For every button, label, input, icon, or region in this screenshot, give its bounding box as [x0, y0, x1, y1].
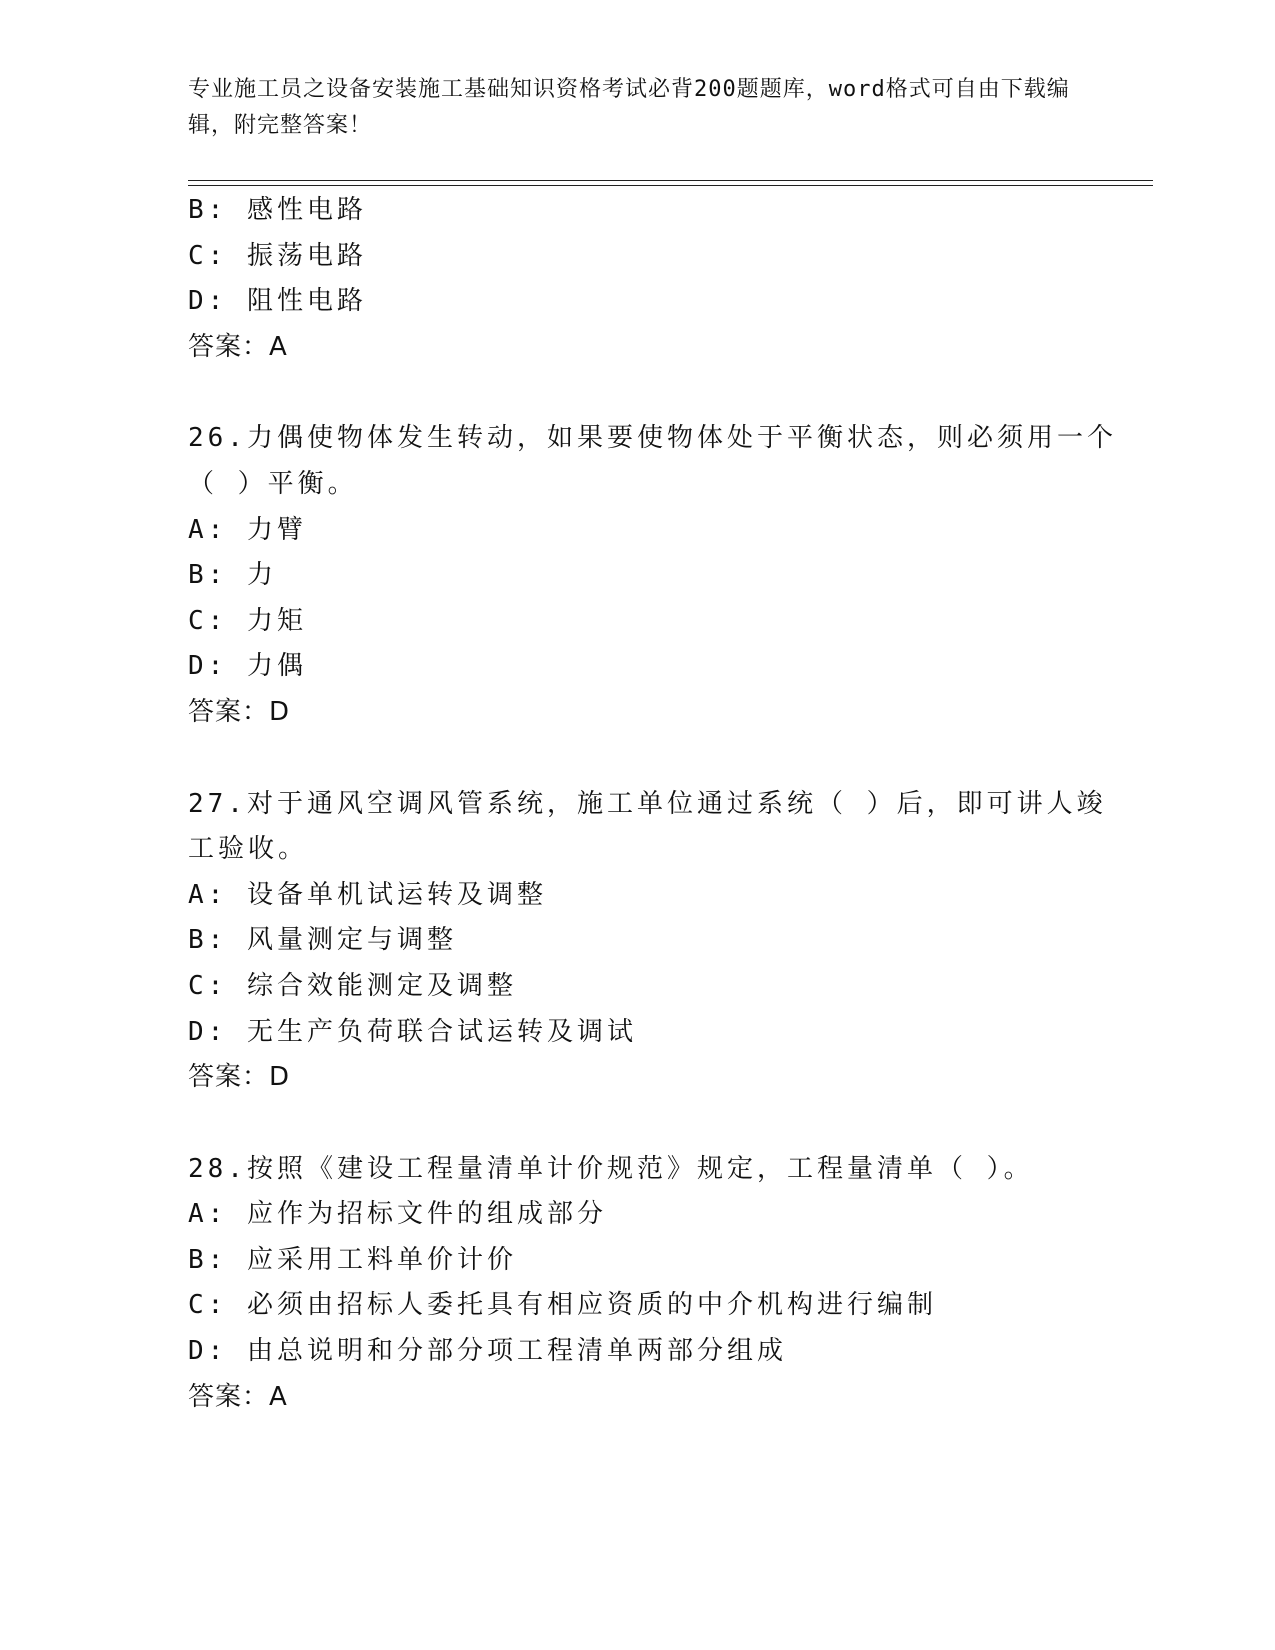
question-text: 27.对于通风空调风管系统，施工单位通过系统（ ）后，即可讲人竣工验收。 — [188, 788, 1107, 865]
header-divider-top — [188, 180, 1153, 181]
answer-line: 答案：A — [188, 331, 288, 362]
option-b: B: 应采用工料单价计价 — [188, 1244, 517, 1275]
carryover-block — [188, 188, 1128, 370]
option-b: B: 风量测定与调整 — [188, 925, 457, 956]
question-26 — [188, 416, 1128, 735]
option-d: D: 阻性电路 — [188, 286, 367, 317]
option-c: C: 振荡电路 — [188, 240, 367, 271]
question-text: 26.力偶使物体发生转动，如果要使物体处于平衡状态，则必须用一个（ ）平衡。 — [188, 423, 1117, 499]
question-27 — [188, 782, 1128, 1101]
page-header-title: 专业施工员之设备安装施工基础知识资格考试必背200题题库，word格式可自由下载编辑，附完整答案！ — [188, 77, 1070, 138]
option-c: C: 必须由招标人委托具有相应资质的中介机构进行编制 — [188, 1290, 937, 1321]
option-a: A: 应作为招标文件的组成部分 — [188, 1199, 607, 1230]
option-d: D: 无生产负荷联合试运转及调试 — [188, 1016, 637, 1047]
option-a: A: 设备单机试运转及调整 — [188, 879, 547, 910]
option-a: A: 力臂 — [188, 514, 307, 545]
question-text: 28.按照《建设工程量清单计价规范》规定，工程量清单（ ）。 — [188, 1153, 1034, 1184]
answer-line: 答案：D — [188, 696, 291, 727]
option-b: B: 感性电路 — [188, 195, 367, 225]
option-d: D: 力偶 — [188, 651, 307, 682]
option-c: C: 综合效能测定及调整 — [188, 970, 517, 1001]
option-b: B: 力 — [188, 560, 277, 591]
option-d: D: 由总说明和分部分项工程清单两部分组成 — [188, 1336, 787, 1367]
option-c: C: 力矩 — [188, 605, 307, 636]
question-28 — [188, 1147, 1128, 1421]
question-list — [188, 188, 1128, 1420]
answer-line: 答案：A — [188, 1381, 288, 1412]
answer-line: 答案：D — [188, 1062, 291, 1093]
header-divider-bottom — [188, 185, 1153, 186]
